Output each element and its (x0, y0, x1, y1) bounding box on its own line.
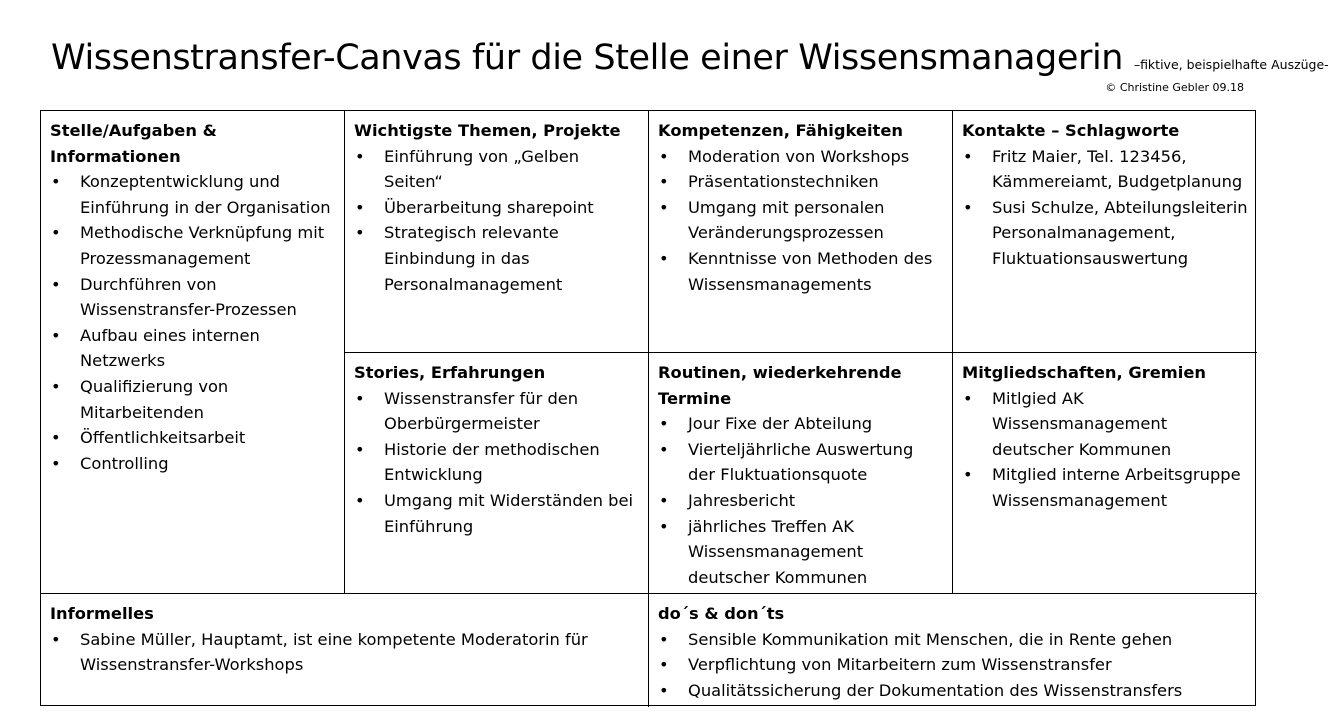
list-item: • Einführung von „Gelben Seiten“ (354, 144, 640, 195)
bullet-list (658, 627, 1249, 704)
cell-heading: Kompetenzen, Fähigkeiten (658, 121, 903, 140)
list-item: • Aufbau eines internen Netzwerks (50, 323, 336, 374)
list-item: • Durchführen von Wissenstransfer-Prozessen (50, 272, 336, 323)
copyright-note: © Christine Gebler 09.18 (1105, 81, 1244, 94)
list-item: • Jahresbericht (658, 488, 944, 514)
bullet-list (354, 386, 640, 540)
cell-informelles (41, 594, 649, 707)
cell-routinen (649, 353, 953, 594)
cell-heading: Informelles (50, 604, 154, 623)
list-item: • Präsentationstechniken (658, 169, 944, 195)
cell-heading: Kontakte – Schlagworte (962, 121, 1180, 140)
cell-heading: do´s & don´ts (658, 604, 785, 623)
list-item: • Wissenstransfer für den Oberbürgermeister (354, 386, 640, 437)
list-item: • Mitlgied AK Wissensmanagement deutscher Kommunen (962, 386, 1249, 463)
cell-mitglied (953, 353, 1257, 594)
canvas-table (40, 110, 1256, 706)
list-item: • Qualifizierung von Mitarbeitenden (50, 374, 336, 425)
list-item: • Sabine Müller, Hauptamt, ist eine kompetente Moderatorin für Wissenstransfer-Workshops (50, 627, 640, 678)
cell-stelle (41, 111, 345, 594)
list-item: • Sensible Kommunikation mit Menschen, die in Rente gehen (658, 627, 1249, 653)
cell-heading: Stelle/Aufgaben & Informationen (50, 121, 217, 166)
cell-kontakte (953, 111, 1257, 353)
bullet-list (658, 411, 944, 590)
cell-themen (345, 111, 649, 353)
cell-heading: Routinen, wiederkehrende Termine (658, 363, 902, 408)
list-item: • Öffentlichkeitsarbeit (50, 425, 336, 451)
list-item: • Susi Schulze, Abteilungsleiterin Personalmanagement, Fluktuationsauswertung (962, 195, 1249, 272)
list-item: • Verpflichtung von Mitarbeitern zum Wissenstransfer (658, 652, 1249, 678)
list-item: • Methodische Verknüpfung mit Prozessmanagement (50, 220, 336, 271)
title-text: Wissenstransfer-Canvas für die Stelle einer Wissensmanagerin (51, 38, 1124, 78)
bullet-list (50, 169, 336, 476)
cell-dos-donts (649, 594, 1257, 707)
list-item: • Strategisch relevante Einbindung in das Personalmanagement (354, 220, 640, 297)
bullet-list (658, 144, 944, 298)
cell-heading: Mitgliedschaften, Gremien (962, 363, 1206, 382)
list-item: • Jour Fixe der Abteilung (658, 411, 944, 437)
list-item: • Kenntnisse von Methoden des Wissensmanagements (658, 246, 944, 297)
bullet-list (962, 386, 1249, 514)
list-item: • Konzeptentwicklung und Einführung in der Organisation (50, 169, 336, 220)
subtitle: –fiktive, beispielhafte Auszüge- (1133, 57, 1329, 72)
list-item: • Controlling (50, 451, 336, 477)
list-item: • Mitglied interne Arbeitsgruppe Wissensmanagement (962, 462, 1249, 513)
list-item: • Moderation von Workshops (658, 144, 944, 170)
page-title (51, 38, 1329, 78)
list-item: • Umgang mit personalen Veränderungsprozessen (658, 195, 944, 246)
list-item: • Qualitätssicherung der Dokumentation des Wissenstransfers (658, 678, 1249, 704)
list-item: • Fritz Maier, Tel. 123456, Kämmereiamt, Budgetplanung (962, 144, 1249, 195)
bullet-list (354, 144, 640, 298)
list-item: • jährliches Treffen AK Wissensmanagement deutscher Kommunen (658, 514, 944, 591)
bullet-list (50, 627, 640, 678)
list-item: • Umgang mit Widerständen bei Einführung (354, 488, 640, 539)
list-item: • Historie der methodischen Entwicklung (354, 437, 640, 488)
bullet-list (962, 144, 1249, 272)
cell-kompetenzen (649, 111, 953, 353)
cell-heading: Stories, Erfahrungen (354, 363, 546, 382)
list-item: • Überarbeitung sharepoint (354, 195, 640, 221)
list-item: • Vierteljährliche Auswertung der Fluktuationsquote (658, 437, 944, 488)
cell-heading: Wichtigste Themen, Projekte (354, 121, 621, 140)
cell-stories (345, 353, 649, 594)
